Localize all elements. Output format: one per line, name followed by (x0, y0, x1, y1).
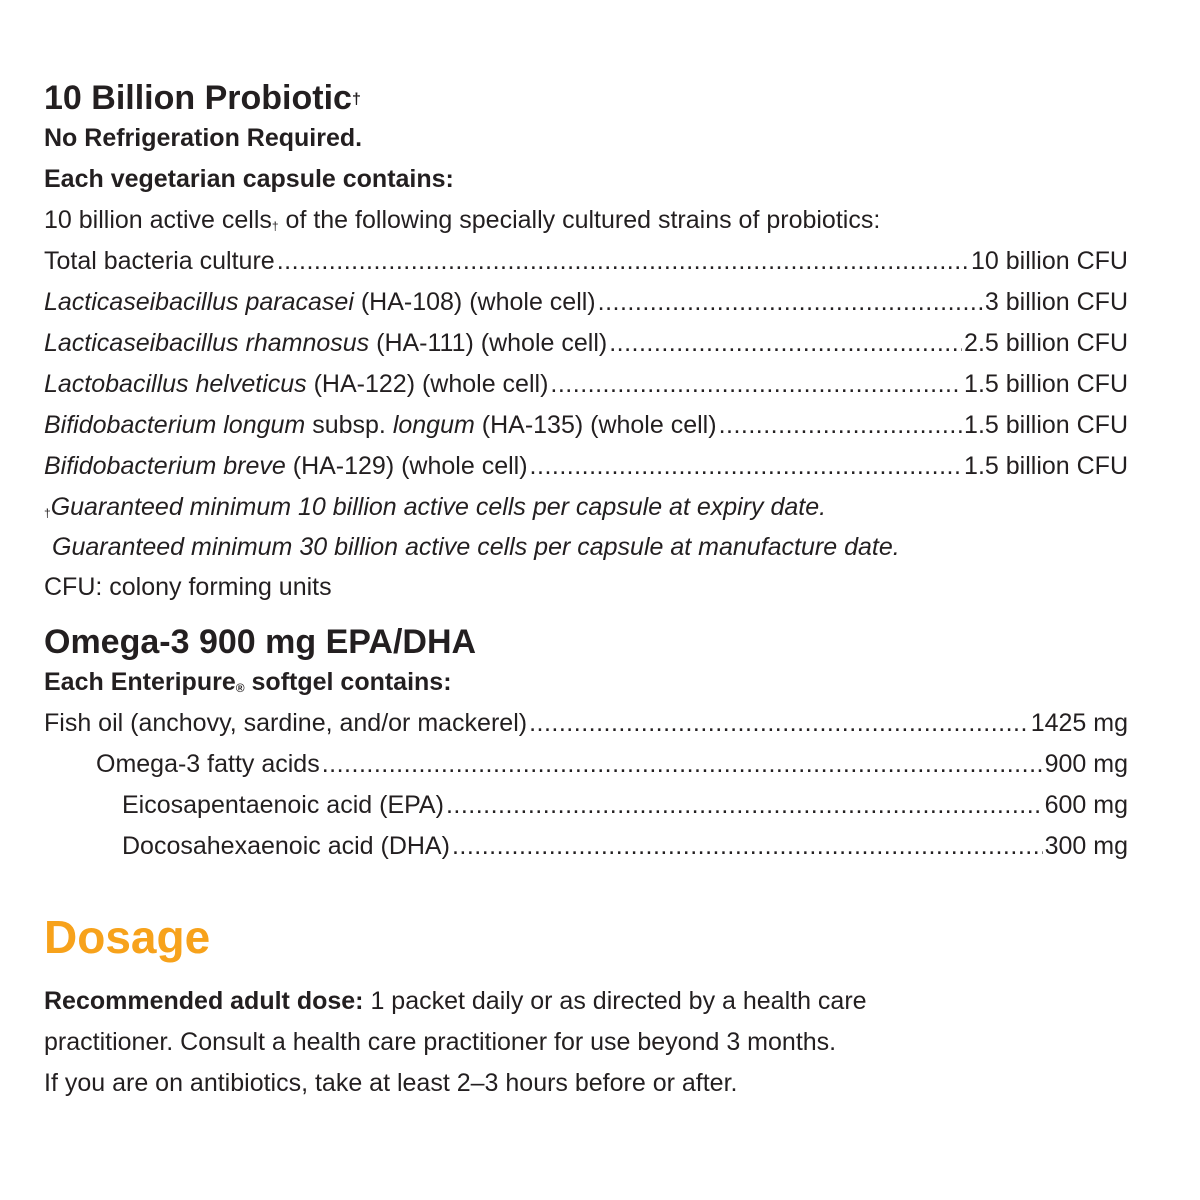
ingredient-value: 300 mg (1044, 832, 1128, 860)
no-refrigeration-note: No Refrigeration Required. (44, 124, 363, 152)
dot-leader (598, 282, 983, 323)
dot-leader (446, 785, 1043, 826)
intro-pre: 10 billion active cells (44, 206, 272, 234)
dot-leader (322, 744, 1043, 785)
dot-leader (609, 323, 962, 364)
dot-leader (550, 364, 962, 405)
dot-leader (529, 703, 1029, 744)
each-capsule-heading: Each vegetarian capsule contains: (44, 165, 454, 193)
dagger-mark: † (271, 219, 279, 233)
dot-leader (719, 405, 962, 446)
intro-post: of the following specially cultured strains of probiotics: (278, 206, 881, 234)
each-softgel-heading (44, 662, 1128, 703)
dagger-mark: † (351, 91, 361, 108)
omega-row-fish-oil (44, 703, 1128, 744)
dosage-lead: Recommended adult dose: (44, 987, 364, 1015)
dot-leader (530, 446, 963, 487)
ingredient-value: 2.5 billion CFU (964, 329, 1128, 357)
strain-detail: (HA-135) (whole cell) (474, 411, 717, 439)
ingredient-value: 1.5 billion CFU (964, 370, 1128, 398)
omega-row-dha (44, 826, 1128, 867)
spacer (44, 608, 1128, 622)
ingredient-label: Fish oil (anchovy, sardine, and/or mackerel) (44, 709, 528, 737)
strain-name: Lacticaseibacillus rhamnosus (44, 329, 370, 357)
ingredient-row-strain (44, 405, 1128, 446)
strain-detail: (HA-129) (whole cell) (285, 452, 528, 480)
ingredient-label (44, 323, 607, 364)
cfu-definition: CFU: colony forming units (44, 573, 332, 601)
strain-name: Lacticaseibacillus paracasei (44, 288, 354, 316)
ingredient-label: Eicosapentaenoic acid (EPA) (122, 791, 444, 819)
omega-row-fatty-acids (44, 744, 1128, 785)
ingredient-value: 1425 mg (1030, 709, 1128, 737)
ingredient-row-strain (44, 282, 1128, 323)
dosage-line-2: practitioner. Consult a health care practitioner for use beyond 3 months. (44, 1028, 837, 1056)
ingredient-value: 1.5 billion CFU (964, 452, 1128, 480)
guarantee-note-manufacture: Guaranteed minimum 30 billion active cells per capsule at manufacture date. (52, 533, 900, 561)
probiotic-heading (44, 78, 1128, 118)
ingredient-label (44, 364, 548, 405)
strain-name: Lactobacillus helveticus (44, 370, 307, 398)
omega-heading: Omega-3 900 mg EPA/DHA (44, 623, 477, 661)
ingredient-label (44, 282, 596, 323)
note-text: Guaranteed minimum 10 billion active cells per capsule at expiry date. (50, 493, 827, 521)
probiotic-title: 10 Billion Probiotic (44, 79, 352, 117)
strain-name: Bifidobacterium longum (44, 411, 306, 439)
ingredient-value: 3 billion CFU (984, 288, 1128, 316)
omega-row-epa (44, 785, 1128, 826)
ingredient-row-strain (44, 446, 1128, 487)
softgel-post: softgel contains: (244, 668, 452, 696)
dagger-mark: † (44, 506, 51, 520)
dosage-line-1 (44, 981, 1128, 1022)
ingredient-row-strain (44, 364, 1128, 405)
dosage-heading: Dosage (44, 911, 211, 963)
probiotic-intro (44, 200, 1128, 241)
strain-detail: (HA-111) (whole cell) (369, 329, 608, 357)
ingredient-label (44, 405, 717, 446)
dosage-text: 1 packet daily or as directed by a health care (363, 987, 867, 1015)
strain-detail: (HA-122) (whole cell) (306, 370, 549, 398)
strain-detail: (HA-108) (whole cell) (353, 288, 596, 316)
strain-name: Bifidobacterium breve (44, 452, 286, 480)
dot-leader (277, 241, 969, 282)
spacer (44, 965, 1128, 981)
ingredient-label (44, 446, 528, 487)
registered-mark: ® (235, 681, 245, 695)
ingredient-row-total (44, 241, 1128, 282)
strain-species: longum (392, 411, 475, 439)
dot-leader (452, 826, 1043, 867)
ingredient-label: Total bacteria culture (44, 247, 275, 275)
ingredient-value: 1.5 billion CFU (964, 411, 1128, 439)
content-column (44, 78, 1128, 1104)
spacer (44, 867, 1128, 909)
ingredient-label: Omega-3 fatty acids (96, 750, 320, 778)
dosage-line-3: If you are on antibiotics, take at least 2–3 hours before or after. (44, 1069, 738, 1097)
softgel-pre: Each Enteripure (44, 668, 236, 696)
guarantee-note-expiry (44, 487, 1128, 527)
ingredient-value: 10 billion CFU (970, 247, 1128, 275)
ingredient-value: 600 mg (1044, 791, 1128, 819)
ingredient-value: 900 mg (1044, 750, 1128, 778)
strain-subsp: subsp. (305, 411, 393, 439)
ingredient-row-strain (44, 323, 1128, 364)
ingredient-label: Docosahexaenoic acid (DHA) (122, 832, 450, 860)
